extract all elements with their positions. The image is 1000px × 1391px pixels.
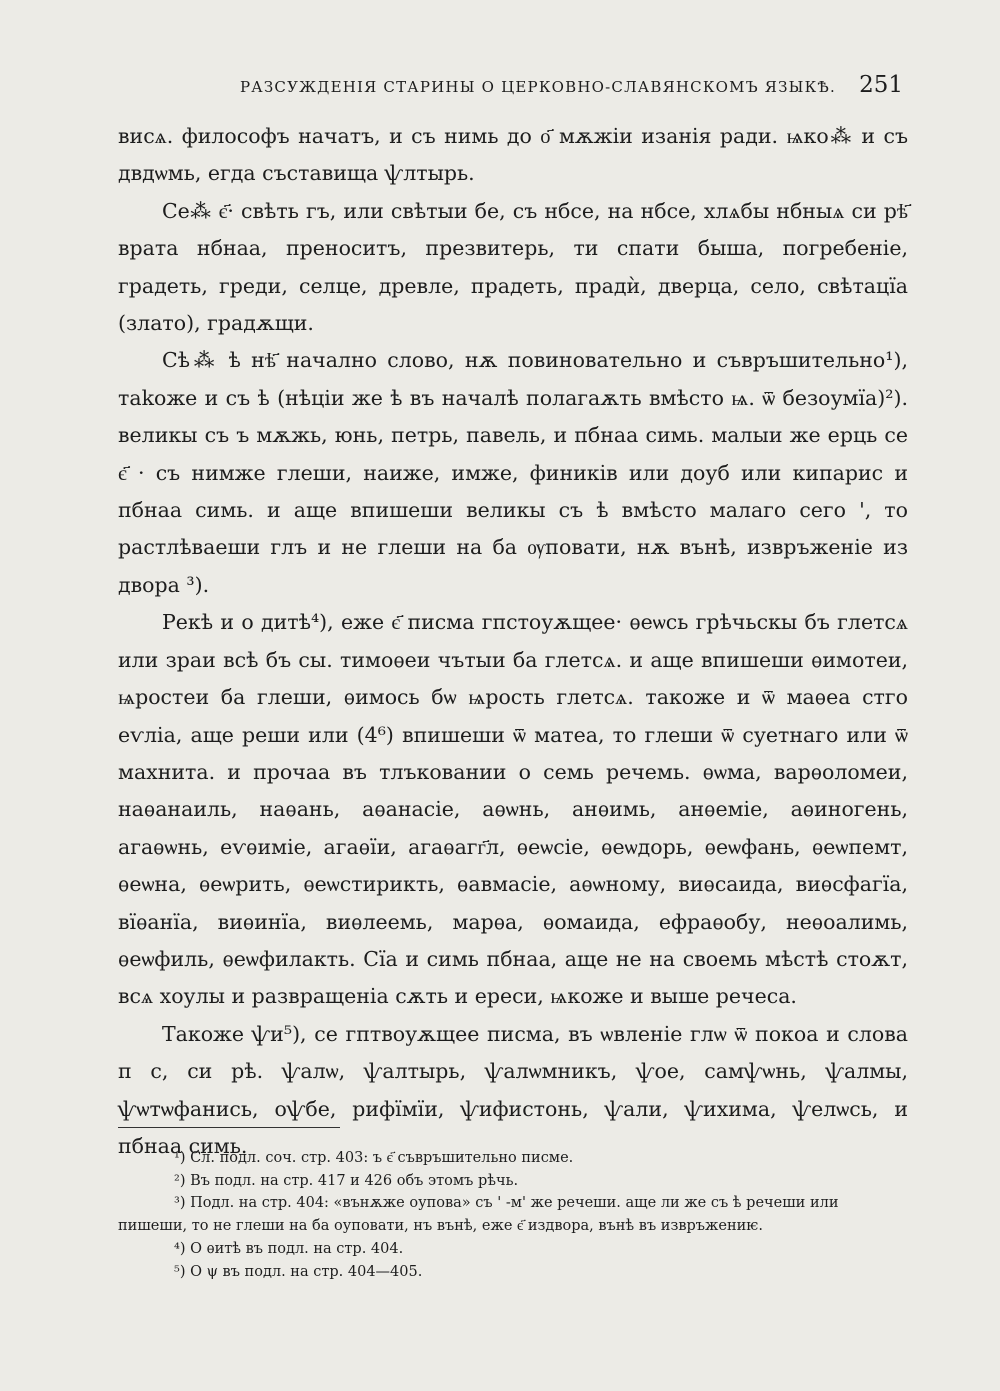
page-header [240,72,905,102]
paragraph: висѧ. философъ начатъ, и съ нимь до о҃ мѫжіи изанія ради. ѩко⁂ и съ двдѡмь, егда съставища ѱлтырь. [118,124,908,186]
paragraph: Рекѣ и о дитѣ⁴), еже є҃ писма гпстоуѫщее· ѳеѡсь грѣчьскы бъ глетсѧ или зраи всѣ бъ сы. тимоѳеи чътыи ба глетсѧ. и аще впишеши ѳимотеи, ѩростеи ба глеши, ѳимось бѡ ѩрость глетсѧ. такоже и ѿ маѳеа стго еѵліа, аще реши или (4⁶) впишеши ѿ матеа, то глеши ѿ суетнаго или ѿ махнита. и прочаа въ тлъковании о семь речемь. ѳѡма, варѳоломеи, наѳанаиль, наѳань, аѳанасіе, аѳѡнь, анѳимь, анѳеміе, аѳиногень, агаѳѡнь, еѵѳиміе, агаѳїи, агаѳагг҃л, ѳеѡсіе, ѳеѡдорь, ѳеѡфань, ѳеѡпемт, ѳеѡна, ѳеѡрить, ѳеѡстирикть, ѳавмасіе, аѳѡному, виѳсаида, виѳсфагїа, вїѳанїа, виѳинїа, виѳлеемь, марѳа, ѳомаида, ефраѳобу, неѳоалимь, ѳеѡфиль, ѳеѡфилакть. Сїа и симь пбнаа, аще не на своемь мѣстѣ стоѫт, всѧ хоулы и развращеніа сѫть и ереси, ѩкоже и выше речеса. [118,610,908,1009]
paragraph: Се⁂ є҃· свѣть гъ, или свѣтыи бе, съ нбсе, на нбсе, хлѧбы нбныѧ си рѣ҃ врата нбнаа, преноситъ, презвитерь, ти спати быша, погребеніе, градеть, греди, селце, древле, прадеть, прадѝ, дверца, село, свѣтацїа (злато), градѫщи. [118,198,908,336]
footnote: ³) Подл. на стр. 404: «вънѫже оупова» съ ' -м' же речеши. аще ли же съ ѣ речеши или пишеши, то не глеши на ба оуповати, нъ вънѣ, еже є҃ издвора, вънѣ въ извръжениѥ. [118,1195,839,1235]
paragraph: Сѣ⁂ ѣ нѣ҃ начално слово, нѫ повиновательно и съвръшительно¹), таkоже и съ ѣ (нѣціи же ѣ въ началѣ полагаѫть вмѣсто ѩ. ѿ безоумїа)²). великы съ ъ мѫжь, юнь, петрь, павель, и пбнаа симь. малыи же ерць се є҃ · съ нимже глеши, наиже, имже, фиників или доуб или кипарис и пбнаа симь. и аще впишеши великы съ ѣ вмѣсто малаго сего ', то растлѣваеши глъ и не глеши на ба ѹповати, нѫ вънѣ, извръженіе из двора ³). [118,348,908,597]
footnote: ⁵) О ψ въ подл. на стр. 404—405. [174,1263,423,1280]
paragraph: Такоже ѱи⁵), се гптвоуѫщее писма, въ ѡвленіе глѡ ѿ покоа и слова п с, си рѣ. ѱалѡ, ѱалтырь, ѱалѡмникъ, ѱое, самѱѡнь, ѱалмы, ѱѡтѡфанись, оѱбе, рифїмїи, ѱифистонь, ѱали, ѱихима, ѱелѡсь, и пбнаа симь. [118,1021,908,1158]
footnote-divider [118,1127,340,1128]
page-number: 251 [859,72,903,98]
running-title: РАЗСУЖДЕНІЯ СТАРИНЫ О ЦЕРКОВНО-СЛАВЯНСКОМЪ ЯЗЫКѢ. [240,78,837,96]
footnote: ⁴) О ѳитѣ въ подл. на стр. 404. [174,1240,404,1257]
footnote: ²) Въ подл. на стр. 417 и 426 объ этомъ рѣчь. [174,1172,519,1189]
footnote: ¹) Сл. подл. соч. стр. 403: ъ є҃ съвръшительно писме. [174,1150,574,1166]
footnotes [118,1147,908,1283]
main-text [118,118,908,1165]
